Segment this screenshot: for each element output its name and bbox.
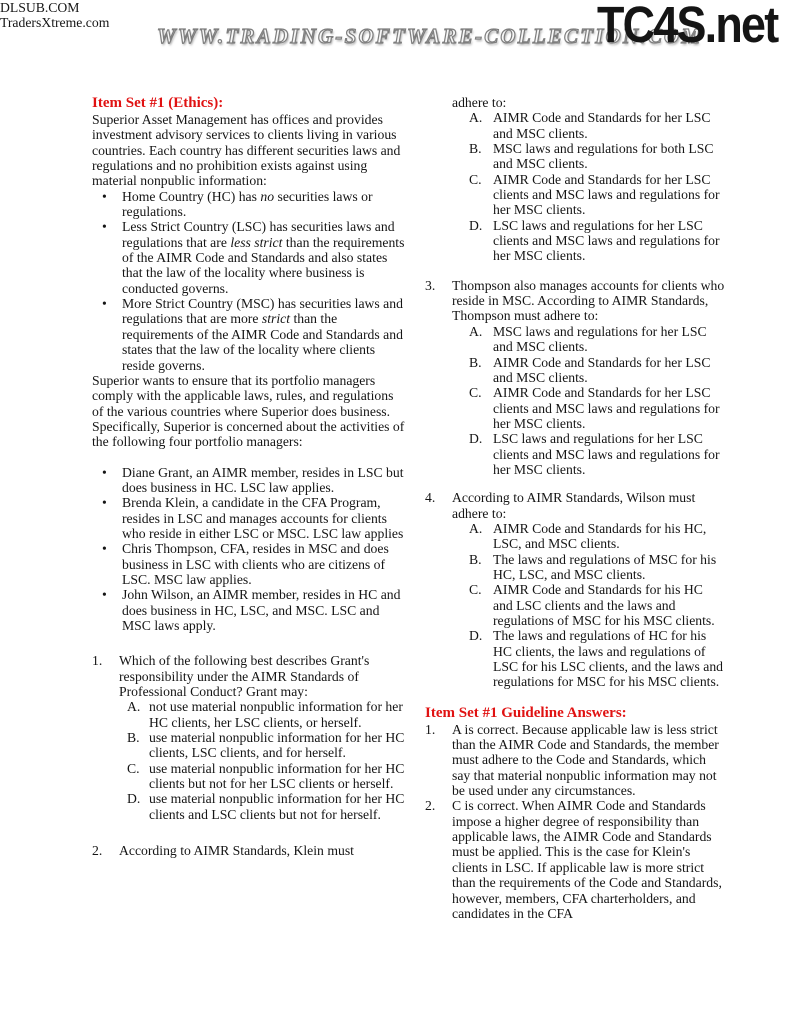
option-letter: B. (469, 354, 482, 370)
question-body (119, 843, 408, 858)
bullet-dot-icon: • (102, 464, 107, 480)
option-text: MSC laws and regulations for both LSC and MSC clients. (493, 141, 714, 172)
bullet-text-post: than the requirements of the AIMR Code and Standards and also states that the law of the locality where business is conducted governs. (122, 234, 405, 296)
question-1 (92, 653, 408, 822)
option-row (469, 385, 725, 431)
bullet-dot-icon: • (102, 188, 107, 204)
question-lead: According to AIMR Standards, Klein must (119, 843, 354, 859)
option-row (469, 218, 725, 264)
dlsub-watermark: DLSUB.COM (0, 0, 80, 15)
question-2-continuation: adhere to: (452, 95, 507, 110)
bullet-item (92, 541, 408, 587)
question-number: 4. (425, 490, 436, 506)
bullet-item (92, 495, 408, 541)
guideline-answers-heading: Item Set #1 Guideline Answers: (425, 704, 627, 721)
answer-text: C is correct. When AIMR Code and Standards impose a higher degree of responsibility than applicable laws, the AIMR Code and Standards must be applied. This is the case for Klein's clients in LSC. If applicable law is more strict than the requirements of the Code and Standards, however, members, CFA charterholders, and candidates in the CFA (452, 798, 722, 921)
bullet-dot-icon: • (102, 296, 107, 312)
option-text: AIMR Code and Standards for her LSC clients and MSC laws and regulations for her MSC clients. (493, 171, 720, 218)
question-4 (425, 490, 725, 689)
option-text: not use material nonpublic information for her HC clients, her LSC clients, or herself. (149, 699, 403, 730)
option-letter: A. (469, 520, 483, 536)
bullet-item (92, 465, 408, 496)
bullet-dot-icon: • (102, 219, 107, 235)
option-letter: B. (127, 730, 140, 746)
question-1-options (119, 699, 408, 822)
option-row (127, 730, 408, 761)
option-row (127, 791, 408, 822)
bullet-text-post: securities laws or regulations. (122, 188, 373, 220)
bullet-text (122, 189, 408, 220)
question-3 (425, 278, 725, 477)
option-text: use material nonpublic information for her HC clients but not for her LSC clients or herself. (149, 760, 405, 792)
option-letter: D. (469, 217, 483, 233)
question-body (452, 490, 725, 689)
option-row (469, 431, 725, 477)
answer-text: A is correct. Because applicable law is less strict than the AIMR Code and Standards, the member must adhere to the Code and Standards, which say that material nonpublic information may not be used under any circumstances. (452, 721, 719, 799)
option-letter: D. (469, 628, 483, 644)
question-3-options (452, 324, 725, 477)
manager-bullet-list (92, 465, 408, 634)
answer-item (425, 798, 725, 921)
question-4-options (452, 521, 725, 690)
option-letter: B. (469, 551, 482, 567)
option-text: MSC laws and regulations for her LSC and MSC clients. (493, 323, 707, 355)
bullet-dot-icon: • (102, 495, 107, 511)
option-text: AIMR Code and Standards for his HC, LSC, and MSC clients. (493, 520, 707, 552)
item-set-heading: Item Set #1 (Ethics): (92, 95, 224, 111)
option-text: LSC laws and regulations for her LSC clients and MSC laws and regulations for her MSC clients. (493, 217, 720, 264)
question-number: 3. (425, 277, 436, 293)
bullet-text-pre: Home Country (HC) has (122, 188, 261, 204)
column-right (425, 95, 725, 921)
option-row (469, 355, 725, 386)
option-row (469, 110, 725, 141)
bullet-dot-icon: • (102, 541, 107, 557)
option-letter: C. (469, 582, 482, 598)
guideline-answers-list (425, 722, 725, 921)
answer-number: 2. (425, 798, 436, 814)
bullet-text-italic: no (260, 188, 275, 204)
bullet-item (92, 189, 408, 220)
option-text: AIMR Code and Standards for her LSC and MSC clients. (493, 110, 711, 141)
option-letter: B. (469, 141, 482, 157)
option-letter: A. (127, 699, 141, 715)
bullet-dot-icon: • (102, 587, 107, 603)
bullet-text-pre: Less Strict Country (LSC) has securities laws and regulations that are (122, 219, 395, 250)
bullet-text-post: than the requirements of the AIMR Code and Standards and states that the law of the locality where clients reside governs. (122, 311, 403, 373)
option-text: The laws and regulations of HC for his HC clients, the laws and regulations of LSC for his LSC clients, and the laws and regulations for MSC for his MSC clients. (493, 628, 724, 690)
country-bullet-list (92, 189, 408, 373)
bullet-text: Brenda Klein, a candidate in the CFA Program, resides in LSC and manages accounts for clients who reside in either LSC or MSC. LSC law applies (122, 495, 404, 541)
option-row (469, 552, 725, 583)
option-text: The laws and regulations of MSC for his HC, LSC, and MSC clients. (493, 551, 717, 582)
question-body (452, 278, 725, 477)
bullet-text: John Wilson, an AIMR member, resides in HC and does business in HC, LSC, and MSC. LSC and MSC laws apply. (122, 587, 401, 633)
option-letter: C. (127, 760, 140, 776)
question-body (119, 653, 408, 822)
option-letter: A. (469, 323, 483, 339)
option-text: LSC laws and regulations for her LSC clients and MSC laws and regulations for her MSC clients. (493, 431, 720, 477)
intro-paragraph: Superior Asset Management has offices and provides investment advisory services to clients living in various countries. Each country has different securities laws and regulations and no prohibition exists against using material nonpublic information: (92, 112, 401, 189)
option-letter: C. (469, 171, 482, 187)
bullet-text (122, 296, 408, 373)
question-2 (92, 843, 408, 858)
bullet-text (122, 219, 408, 296)
column-left (92, 95, 408, 858)
option-letter: C. (469, 385, 482, 401)
option-letter: D. (127, 791, 141, 807)
question-lead: Thompson also manages accounts for clients who reside in MSC. According to AIMR Standards, Thompson must adhere to: (452, 277, 725, 324)
bullet-text: Diane Grant, an AIMR member, resides in LSC but does business in HC. LSC law applies. (122, 464, 404, 495)
top-watermark: WWW.TRADING-SOFTWARE-COLLECTION.COM (157, 24, 703, 48)
answer-number: 1. (425, 721, 436, 737)
tc4s-logo: TC4S.net (597, 0, 778, 53)
option-row (469, 582, 725, 628)
bullet-text-pre: More Strict Country (MSC) has securities laws and regulations that are more (122, 296, 403, 327)
option-row (127, 761, 408, 792)
option-row (469, 172, 725, 218)
option-row (469, 141, 725, 172)
option-text: AIMR Code and Standards for her LSC clients and MSC laws and regulations for her MSC clients. (493, 385, 720, 431)
bullet-text: Chris Thompson, CFA, resides in MSC and does business in LSC with clients who are citizens of LSC. MSC law applies. (122, 541, 389, 587)
option-text: AIMR Code and Standards for his HC and LSC clients and the laws and regulations of MSC for his MSC clients. (493, 582, 715, 628)
tradersxtreme-watermark: TradersXtreme.com (0, 15, 110, 31)
option-letter: A. (469, 110, 483, 126)
bullet-item (92, 296, 408, 373)
option-letter: D. (469, 431, 483, 447)
option-text: use material nonpublic information for her HC clients, LSC clients, and for herself. (149, 730, 405, 761)
bullet-text-italic: less strict (230, 234, 283, 250)
option-row (469, 324, 725, 355)
bullet-text-italic: strict (261, 311, 291, 327)
managers-paragraph: Superior wants to ensure that its portfolio managers comply with the applicable laws, rules, and regulations of the various countries where Superior does business. Specifically, Superior is concerned about the activities of the following four portfolio managers: (92, 372, 405, 450)
option-row (469, 628, 725, 689)
option-text: AIMR Code and Standards for her LSC and MSC clients. (493, 354, 711, 385)
bullet-item (92, 219, 408, 296)
question-2-options (452, 110, 725, 263)
bullet-item (92, 587, 408, 633)
question-lead: According to AIMR Standards, Wilson must adhere to: (452, 490, 696, 521)
question-lead: Which of the following best describes Grant's responsibility under the AIMR Standards of Professional Conduct? Grant may: (119, 653, 370, 700)
option-row (469, 521, 725, 552)
option-row (127, 699, 408, 730)
question-number: 2. (92, 843, 103, 859)
answer-item (425, 722, 725, 799)
option-text: use material nonpublic information for her HC clients and LSC clients but not for herself. (149, 791, 405, 822)
question-number: 1. (92, 653, 103, 669)
